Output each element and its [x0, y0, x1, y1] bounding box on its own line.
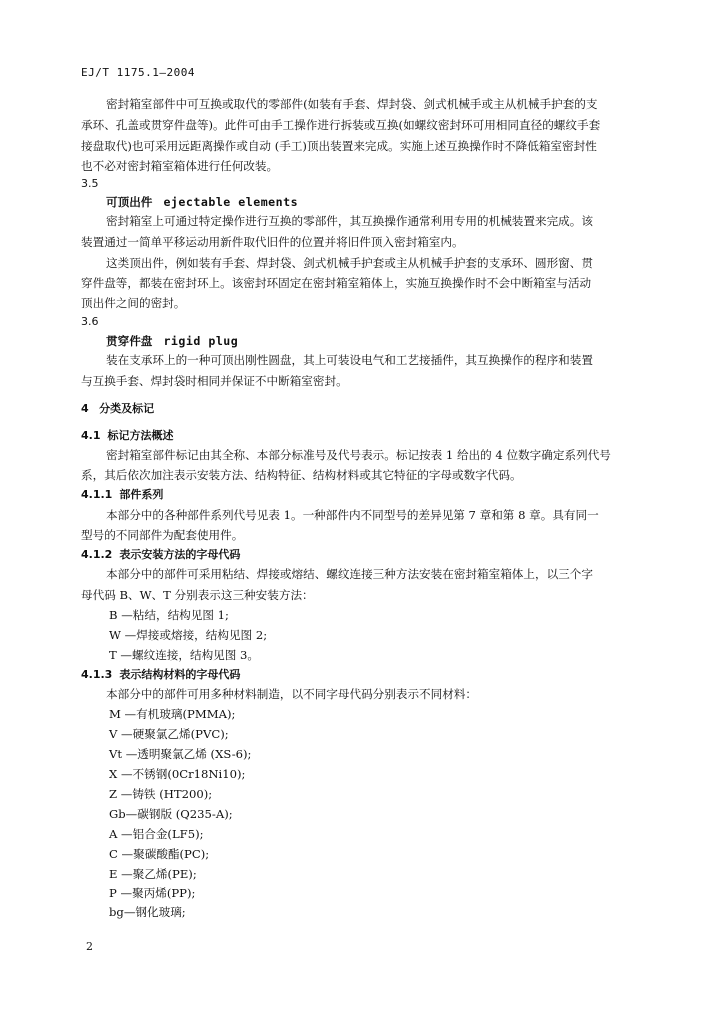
paragraph-line: 这类顶出件，例如装有手套、焊封袋、剑式机械手护套或主从机械手护套的支承环、圆形窗、贯: [106, 256, 593, 270]
section-title: 部件系列: [119, 488, 164, 501]
paragraph-line: 密封箱室部件中可互换或取代的零部件(如装有手套、焊封袋、剑式机械手或主从机械手护套的支: [106, 97, 598, 111]
list-item: P —聚丙烯(PP);: [109, 886, 196, 900]
section-heading: [81, 547, 240, 563]
list-item: V —硬聚氯乙烯(PVC);: [109, 727, 229, 741]
list-item: Vt —透明聚氯乙烯 (XS-6);: [109, 747, 252, 761]
list-item: E —聚乙烯(PE);: [109, 867, 197, 881]
list-item: bg—钢化玻璃;: [109, 905, 186, 919]
list-item: Gb—碳钢版 (Q235-A);: [109, 807, 233, 821]
paragraph-line: 密封箱室部件标记由其全称、本部分标准号及代号表示。标记按表 1 给出的 4 位数字确定系列代号: [106, 448, 611, 462]
section-number: 4.1.2: [81, 548, 113, 561]
list-item: A —铝合金(LF5);: [109, 827, 204, 841]
paragraph-line: 顶出件之间的密封。: [81, 296, 186, 310]
paragraph-line: 本部分中的部件可用多种材料制造，以不同字母代码分别表示不同材料：: [106, 687, 478, 701]
paragraph-line: 本部分中的各种部件系列代号见表 1。一种部件内不同型号的差异见第 7 章和第 8 章。具有同一: [106, 508, 599, 522]
paragraph-line: 与互换手套、焊封袋时相同并保证不中断箱室密封。: [81, 374, 348, 388]
section-heading: [81, 428, 174, 444]
section-number: 4.1: [81, 429, 101, 442]
paragraph-line: 装置通过一简单平移运动用新件取代旧件的位置并将旧件顶入密封箱室内。: [81, 235, 464, 249]
list-item: M —有机玻璃(PMMA);: [109, 707, 236, 721]
list-item: C —聚碳酸酯(PC);: [109, 847, 210, 861]
standard-header: EJ/T 1175.1—2004: [81, 66, 195, 79]
list-item: T —螺纹连接，结构见图 3。: [109, 648, 260, 662]
paragraph-line: 承环、孔盖或贯穿件盘等)。此件可由手工操作进行拆装或互换(如螺纹密封环可用相同直径的螺纹手套: [81, 118, 601, 132]
term-chinese: 可顶出件: [106, 195, 153, 209]
section-title: 表示安装方法的字母代码: [119, 548, 241, 561]
paragraph-line: 接盘取代)也可采用远距离操作或自动 (手工)顶出装置来完成。实施上述互换操作时不降低箱室密封性: [81, 139, 597, 153]
paragraph-line: 型号的不同部件为配套使用件。: [81, 528, 244, 542]
paragraph-line: 母代码 B、W、T 分别表示这三种安装方法：: [81, 588, 314, 602]
paragraph-line: 本部分中的部件可采用粘结、焊接或熔结、螺纹连接三种方法安装在密封箱室箱体上，以三个字: [106, 567, 593, 581]
section-heading: [81, 487, 163, 503]
section-title: 表示结构材料的字母代码: [119, 668, 241, 681]
section-number: 4.1.3: [81, 668, 113, 681]
list-item: W —焊接或熔接，结构见图 2;: [109, 628, 268, 642]
paragraph-line: 装在支承环上的一种可顶出刚性圆盘，其上可装设电气和工艺接插件，其互换操作的程序和装置: [106, 353, 593, 367]
list-item: X —不锈钢(0Cr18Ni10);: [109, 767, 246, 781]
list-item: B —粘结，结构见图 1;: [109, 608, 229, 622]
section-number: 4.1.1: [81, 488, 113, 501]
paragraph-line: 系，其后依次加注表示安装方法、结构特征、结构材料或其它特征的字母或数字代码。: [81, 468, 522, 482]
term-chinese: 贯穿件盘: [106, 334, 153, 348]
section-heading: [81, 667, 240, 683]
term-english: rigid plug: [163, 334, 239, 348]
chapter-heading: [81, 401, 154, 417]
paragraph-line: 也不必对密封箱室箱体进行任何改装。: [81, 159, 279, 173]
page-number: 2: [86, 940, 93, 953]
term-heading: [106, 333, 238, 349]
chapter-title: 分类及标记: [99, 402, 155, 415]
paragraph-line: 穿件盘等，都装在密封环上。该密封环固定在密封箱室箱体上，实施互换操作时不会中断箱室与活动: [81, 276, 592, 290]
clause-number: 3.5: [81, 177, 99, 190]
term-heading: [106, 194, 298, 210]
term-english: ejectable elements: [163, 195, 299, 209]
clause-number: 3.6: [81, 315, 99, 328]
section-title: 标记方法概述: [107, 429, 174, 442]
paragraph-line: 密封箱室上可通过特定操作进行互换的零部件，其互换操作通常利用专用的机械装置来完成。该: [106, 214, 593, 228]
list-item: Z —铸铁 (HT200);: [109, 787, 213, 801]
chapter-number: 4: [81, 402, 89, 415]
